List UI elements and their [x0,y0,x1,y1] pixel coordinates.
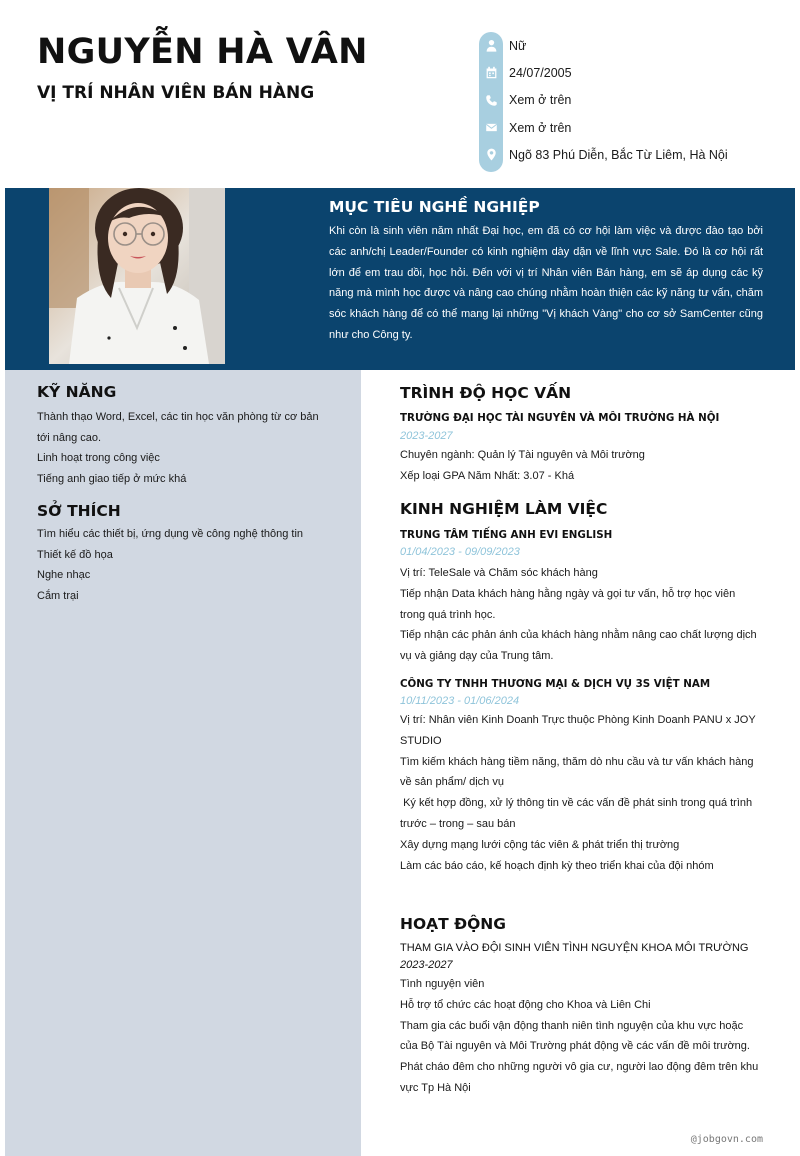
activity-line: Tham gia các buổi vận động thanh niên tình nguyện của khu vực hoặc của Bộ Tài nguyên và Môi Trường phát động về các vấn đề môi trường. [400,1019,750,1053]
hobbies-title: SỞ THÍCH [37,502,121,520]
candidate-name: NGUYỄN HÀ VÂN [37,32,368,72]
hobby-item: Thiết kế đồ họa [37,548,113,561]
contact-text: Ngõ 83 Phú Diễn, Bắc Từ Liêm, Hà Nội [509,147,728,162]
job-line: Vị trí: Nhân viên Kinh Doanh Trực thuộc Phòng Kinh Doanh PANU x JOY STUDIO [400,713,756,747]
company-name: CÔNG TY TNHH THƯƠNG MẠI & DỊCH VỤ 3S VIỆT NAM [400,677,711,690]
skills-section [37,383,327,489]
education-section [400,384,763,487]
phone-icon [479,94,503,107]
job-line: Làm các báo cáo, kế hoạch định kỳ theo triển khai của đội nhóm [400,859,714,872]
contact-text: Nữ [509,38,527,53]
objective-title: MỤC TIÊU NGHỀ NGHIỆP [329,198,540,216]
education-line: Xếp loại GPA Năm Nhất: 3.07 - Khá [400,469,575,482]
contact-list [479,32,779,168]
job-line: Tìm kiếm khách hàng tiềm năng, thăm dò nhu cầu và tư vấn khách hàng về sản phẩm/ dịch vụ [400,755,754,789]
job-period: 10/11/2023 - 01/06/2024 [400,694,520,707]
watermark: @jobgovn.com [690,1134,763,1145]
skill-item: Tiếng anh giao tiếp ở mức khá [37,472,187,485]
contact-email [479,114,779,141]
company-name: TRUNG TÂM TIẾNG ANH EVI ENGLISH [400,529,613,541]
experience-section [400,500,763,876]
hobbies-section [37,502,327,606]
school-name: TRƯỜNG ĐẠI HỌC TÀI NGUYÊN VÀ MÔI TRƯỜNG HÀ NỘI [400,412,720,424]
job-line: Tiếp nhận các phản ánh của khách hàng nhằm nâng cao chất lượng dịch vụ và giảng dạy của Trung tâm. [400,629,757,663]
skill-item: Linh hoạt trong công việc [37,452,160,465]
location-pin-icon [479,148,503,161]
person-icon [479,39,503,52]
applied-position: VỊ TRÍ NHÂN VIÊN BÁN HÀNG [37,83,315,103]
contact-text: Xem ở trên [509,120,572,135]
contact-text: Xem ở trên [509,93,572,108]
job-line: Ký kết hợp đồng, xử lý thông tin về các vấn đề phát sinh trong quá trình trước – trong – sau bán [400,797,756,830]
education-period: 2023-2027 [400,430,453,442]
contact-birthday [479,59,779,86]
activity-period: 2023-2027 [400,959,453,971]
objective-text: Khi còn là sinh viên năm nhất Đại học, em đã có cơ hội làm việc và được đào tạo bởi các anh/chị Leader/Founder có kinh nghiệm dày dặn về lĩnh vực Sale. Đó là cơ hội rất lớn để em trau dồi, học hỏi. Đến với vị trí Nhân viên Bán hàng, em sẽ áp dụng các kỹ năng mà mình học được và nâng cao chúng nhằm hoàn thiện các kỹ năng tư vấn, chăm sóc khách hàng để có thể mang lại những "Vị khách Vàng" cho cơ sở SamCenter cũng như cho Công ty. [329,225,763,341]
skills-title: KỸ NĂNG [37,383,117,401]
contact-phone [479,87,779,114]
profile-photo [49,188,225,364]
contact-address [479,141,779,168]
job-line: Vị trí: TeleSale và Chăm sóc khách hàng [400,567,598,579]
skill-item: Thành thạo Word, Excel, các tin học văn phòng từ cơ bản tới nâng cao. [37,411,319,444]
contact-gender [479,32,779,59]
job-line: Xây dựng mạng lưới cộng tác viên & phát triển thị trường [400,838,680,851]
activity-line: Phát cháo đêm cho những người vô gia cư, người lao động đêm trên khu vực Tp Hà Nội [400,1061,759,1094]
hobby-item: Nghe nhạc [37,569,91,582]
hobby-item: Tìm hiểu các thiết bị, ứng dụng về công nghệ thông tin [37,528,304,540]
job-period: 01/04/2023 - 09/09/2023 [400,546,520,558]
activities-section [400,915,763,1099]
activities-title: HOẠT ĐỘNG [400,915,506,933]
calendar-icon [479,66,503,79]
experience-title: KINH NGHIỆM LÀM VIỆC [400,500,608,518]
activity-org: THAM GIA VÀO ĐỘI SINH VIÊN TÌNH NGUYỆN KHOA MÔI TRƯỜNG [400,942,749,954]
education-title: TRÌNH ĐỘ HỌC VẤN [400,384,572,402]
activity-line: Tình nguyện viên [400,978,485,990]
activity-line: Hỗ trợ tổ chức các hoạt động cho Khoa và Liên Chi [400,998,651,1011]
job-line: Tiếp nhận Data khách hàng hằng ngày và gọi tư vấn, hỗ trợ học viên trong quá trình học. [400,587,736,621]
mail-icon [479,121,503,134]
hobby-item: Cắm trại [37,589,79,602]
contact-text: 24/07/2005 [509,65,572,80]
education-line: Chuyên ngành: Quản lý Tài nguyên và Môi trường [400,449,645,461]
